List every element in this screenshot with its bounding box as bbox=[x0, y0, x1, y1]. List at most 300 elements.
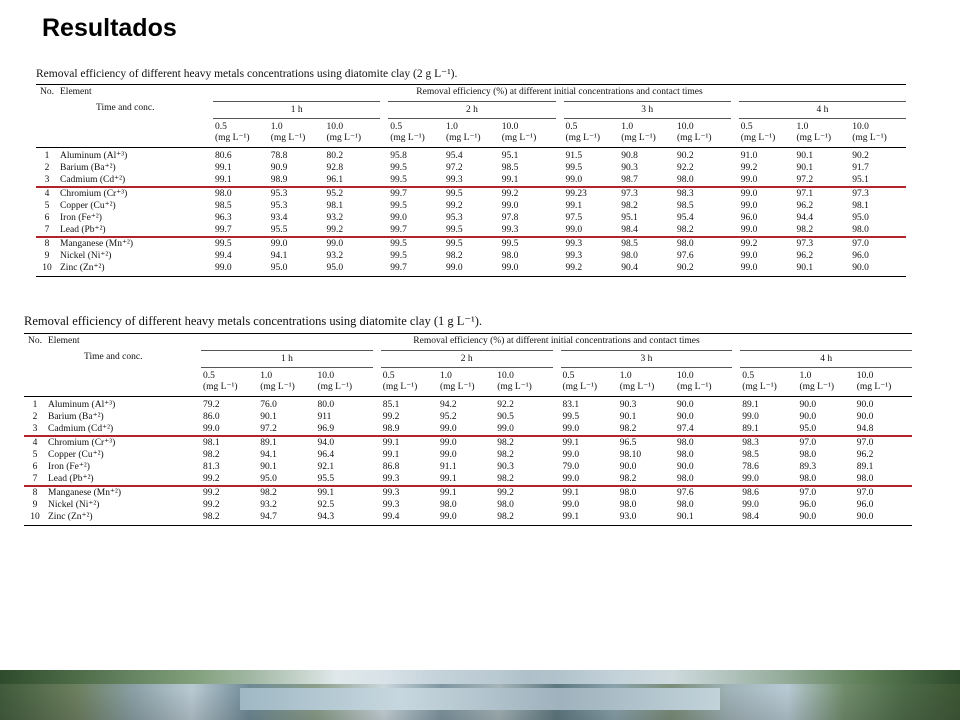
efficiency-value: 99.1 bbox=[561, 511, 618, 526]
efficiency-value: 98.2 bbox=[495, 473, 552, 486]
efficiency-value: 91.0 bbox=[739, 148, 795, 163]
efficiency-value: 99.5 bbox=[390, 251, 407, 261]
efficiency-value: 99.0 bbox=[326, 239, 344, 249]
efficiency-value: 97.0 bbox=[799, 488, 817, 498]
row-number: 1 bbox=[36, 148, 58, 163]
efficiency-value: 98.5 bbox=[677, 201, 694, 211]
efficiency-value: 99.1 bbox=[438, 473, 495, 486]
efficiency-value: 92.5 bbox=[317, 500, 335, 510]
conc-unit: (mg L⁻¹) bbox=[856, 382, 892, 392]
table-row bbox=[24, 449, 912, 461]
gap-cell bbox=[373, 368, 381, 397]
conc-value: 10.0 bbox=[677, 122, 694, 132]
efficiency-value: 97.6 bbox=[677, 488, 694, 498]
element-name: Lead (Pb⁺²) bbox=[58, 224, 213, 237]
efficiency-value: 79.2 bbox=[201, 397, 258, 412]
efficiency-value: 94.0 bbox=[317, 438, 335, 448]
conc-unit: (mg L⁻¹) bbox=[852, 133, 887, 143]
col-header-conc bbox=[500, 119, 556, 148]
gap-cell bbox=[731, 237, 739, 250]
gap-cell bbox=[556, 200, 564, 212]
efficiency-value: 95.1 bbox=[500, 148, 556, 163]
table-caption: Removal efficiency of different heavy metals concentrations using diatomite clay (1 g L⁻¹). bbox=[24, 314, 482, 328]
conc-unit: (mg L⁻¹) bbox=[742, 382, 777, 392]
efficiency-value: 99.1 bbox=[562, 438, 580, 448]
efficiency-value: 99.5 bbox=[390, 239, 407, 249]
efficiency-value: 80.0 bbox=[316, 397, 373, 412]
element-name: Barium (Ba⁺²) bbox=[48, 412, 104, 422]
efficiency-value: 99.5 bbox=[565, 163, 583, 173]
efficiency-value: 90.3 bbox=[618, 397, 675, 412]
efficiency-value: 98.7 bbox=[619, 174, 675, 187]
col-header-conc bbox=[740, 368, 797, 397]
gap-cell bbox=[731, 224, 739, 237]
efficiency-value: 91.7 bbox=[852, 163, 869, 173]
conc-unit: (mg L⁻¹) bbox=[621, 133, 656, 143]
conc-value: 1.0 bbox=[796, 122, 809, 132]
col-header-conc bbox=[316, 368, 373, 397]
gap-cell bbox=[731, 250, 739, 262]
row-number: 4 bbox=[32, 438, 38, 448]
row-number: 6 bbox=[32, 462, 38, 472]
conc-unit: (mg L⁻¹) bbox=[326, 133, 362, 143]
table-row bbox=[36, 174, 906, 187]
conc-value: 10.0 bbox=[497, 371, 514, 381]
col-header-time-conc: Time and conc. bbox=[96, 102, 155, 113]
efficiency-value: 99.0 bbox=[561, 423, 618, 436]
efficiency-value: 98.2 bbox=[675, 224, 731, 237]
efficiency-value: 97.5 bbox=[565, 213, 583, 223]
efficiency-value: 95.0 bbox=[269, 262, 325, 277]
efficiency-value: 89.3 bbox=[799, 462, 817, 472]
col-header-conc bbox=[850, 119, 906, 148]
gap-cell bbox=[731, 200, 739, 212]
col-header-time: 1 h bbox=[213, 102, 380, 119]
col-header-conc bbox=[325, 119, 381, 148]
gap-cell bbox=[553, 351, 561, 368]
gap-cell bbox=[553, 486, 561, 499]
efficiency-value: 96.0 bbox=[852, 251, 869, 261]
efficiency-value: 90.9 bbox=[270, 163, 288, 173]
header-row-concs bbox=[36, 119, 906, 148]
conc-value: 10.0 bbox=[317, 371, 335, 381]
conc-unit: (mg L⁻¹) bbox=[317, 382, 353, 392]
efficiency-value: 95.3 bbox=[270, 189, 288, 199]
efficiency-value: 76.0 bbox=[258, 397, 315, 412]
conc-value: 10.0 bbox=[677, 371, 694, 381]
efficiency-value: 99.0 bbox=[740, 251, 758, 261]
efficiency-value: 98.0 bbox=[850, 224, 906, 237]
col-header-conc bbox=[675, 119, 731, 148]
efficiency-value: 95.1 bbox=[621, 213, 638, 223]
efficiency-value: 97.6 bbox=[677, 251, 694, 261]
conc-value: 0.5 bbox=[390, 122, 403, 132]
table-row bbox=[24, 511, 912, 526]
efficiency-value: 95.5 bbox=[316, 473, 373, 486]
efficiency-value: 99.0 bbox=[739, 224, 795, 237]
efficiency-value: 94.2 bbox=[438, 397, 495, 412]
efficiency-value: 97.0 bbox=[799, 438, 817, 448]
efficiency-value: 90.1 bbox=[795, 262, 851, 277]
footer-photo-sky bbox=[0, 670, 960, 684]
efficiency-value: 95.8 bbox=[388, 148, 444, 163]
conc-value: 10.0 bbox=[326, 122, 344, 132]
col-header-conc bbox=[795, 119, 851, 148]
efficiency-value: 99.3 bbox=[382, 488, 400, 498]
table-row bbox=[24, 423, 912, 436]
efficiency-value: 98.0 bbox=[677, 450, 694, 460]
efficiency-value: 98.5 bbox=[501, 163, 519, 173]
slide-title: Resultados bbox=[42, 14, 177, 42]
col-header-time: 2 h bbox=[381, 351, 553, 368]
gap-cell bbox=[380, 148, 388, 163]
efficiency-value: 99.3 bbox=[444, 174, 500, 187]
table-row bbox=[24, 461, 912, 473]
efficiency-value: 97.2 bbox=[446, 163, 463, 173]
gap-cell bbox=[553, 436, 561, 449]
gap-cell bbox=[732, 486, 740, 499]
col-header-no: No. bbox=[36, 85, 58, 102]
efficiency-value: 90.5 bbox=[497, 412, 514, 422]
efficiency-value: 97.2 bbox=[258, 423, 315, 436]
header-row-concs bbox=[24, 368, 912, 397]
col-header-conc bbox=[438, 368, 495, 397]
efficiency-value: 99.2 bbox=[203, 488, 220, 498]
efficiency-value: 99.0 bbox=[562, 450, 580, 460]
efficiency-value: 90.3 bbox=[621, 163, 638, 173]
gap-cell bbox=[553, 368, 561, 397]
efficiency-value: 90.0 bbox=[799, 412, 817, 422]
efficiency-value: 89.1 bbox=[740, 423, 797, 436]
efficiency-value: 99.5 bbox=[388, 174, 444, 187]
col-header-conc bbox=[381, 368, 438, 397]
efficiency-value: 99.0 bbox=[740, 201, 758, 211]
col-header-conc bbox=[798, 368, 855, 397]
efficiency-value: 95.4 bbox=[677, 213, 694, 223]
efficiency-value: 91.5 bbox=[564, 148, 620, 163]
efficiency-value: 93.2 bbox=[326, 213, 344, 223]
conc-value: 0.5 bbox=[382, 371, 395, 381]
efficiency-value: 80.2 bbox=[325, 148, 381, 163]
gap-cell bbox=[732, 397, 740, 412]
efficiency-value: 99.0 bbox=[501, 201, 519, 211]
efficiency-value: 99.0 bbox=[500, 262, 556, 277]
col-header-conc bbox=[675, 368, 732, 397]
col-header-conc bbox=[269, 119, 325, 148]
gap-cell bbox=[380, 212, 388, 224]
conc-unit: (mg L⁻¹) bbox=[446, 133, 481, 143]
efficiency-value: 90.3 bbox=[497, 462, 514, 472]
efficiency-value: 99.2 bbox=[201, 473, 258, 486]
efficiency-value: 99.5 bbox=[390, 201, 407, 211]
efficiency-value: 99.0 bbox=[201, 423, 258, 436]
row-number: 2 bbox=[32, 412, 38, 422]
conc-value: 1.0 bbox=[619, 371, 632, 381]
row-number: 3 bbox=[24, 423, 46, 436]
row-number: 1 bbox=[24, 397, 46, 412]
efficiency-value: 99.1 bbox=[317, 488, 335, 498]
efficiency-value: 98.2 bbox=[446, 251, 463, 261]
gap-cell bbox=[556, 250, 564, 262]
efficiency-value: 98.0 bbox=[501, 251, 519, 261]
efficiency-value: 99.3 bbox=[382, 500, 400, 510]
col-header-time: 3 h bbox=[564, 102, 731, 119]
efficiency-value: 90.0 bbox=[798, 511, 855, 526]
col-header-conc bbox=[213, 119, 269, 148]
efficiency-value: 99.1 bbox=[565, 201, 583, 211]
gap-cell bbox=[731, 262, 739, 277]
col-header-removal-efficiency: Removal efficiency (%) at different initial concentrations and contact times bbox=[213, 85, 906, 102]
gap-cell bbox=[731, 148, 739, 163]
efficiency-value: 90.1 bbox=[619, 412, 637, 422]
efficiency-value: 95.5 bbox=[269, 224, 325, 237]
efficiency-value: 90.0 bbox=[798, 397, 855, 412]
header-row bbox=[24, 334, 912, 351]
gap-cell bbox=[556, 119, 564, 148]
table-row bbox=[24, 436, 912, 449]
element-name: Aluminum (Al⁺³) bbox=[58, 148, 213, 163]
efficiency-value: 98.4 bbox=[619, 224, 675, 237]
efficiency-value: 98.0 bbox=[677, 438, 694, 448]
spacer-cell bbox=[36, 102, 58, 119]
efficiency-value: 90.0 bbox=[855, 397, 912, 412]
efficiency-value: 98.2 bbox=[497, 450, 514, 460]
efficiency-value: 99.2 bbox=[325, 224, 381, 237]
efficiency-value: 98.0 bbox=[215, 189, 232, 199]
efficiency-value: 95.2 bbox=[440, 412, 457, 422]
conc-unit: (mg L⁻¹) bbox=[390, 133, 425, 143]
table-row bbox=[36, 224, 906, 237]
conc-value: 1.0 bbox=[446, 122, 458, 132]
gap-cell bbox=[732, 473, 740, 486]
efficiency-value: 90.2 bbox=[850, 148, 906, 163]
efficiency-value: 90.0 bbox=[850, 262, 906, 277]
row-number: 3 bbox=[36, 174, 58, 187]
efficiency-value: 96.1 bbox=[325, 174, 381, 187]
efficiency-value: 98.2 bbox=[495, 511, 552, 526]
gap-cell bbox=[373, 461, 381, 473]
gap-cell bbox=[731, 187, 739, 200]
efficiency-value: 89.1 bbox=[740, 397, 797, 412]
header-row-times bbox=[24, 351, 912, 368]
gap-cell bbox=[373, 436, 381, 449]
table-row bbox=[36, 212, 906, 224]
row-number: 7 bbox=[24, 473, 46, 486]
conc-value: 1.0 bbox=[621, 122, 634, 132]
efficiency-value: 90.1 bbox=[795, 148, 851, 163]
element-name: Cadmium (Cd⁺²) bbox=[46, 423, 201, 436]
efficiency-value: 99.0 bbox=[739, 174, 795, 187]
efficiency-value: 93.0 bbox=[618, 511, 675, 526]
efficiency-value: 96.4 bbox=[317, 450, 335, 460]
conc-value: 0.5 bbox=[740, 122, 753, 132]
efficiency-value: 96.2 bbox=[796, 201, 814, 211]
efficiency-value: 98.5 bbox=[742, 450, 759, 460]
gap-cell bbox=[380, 174, 388, 187]
efficiency-value: 81.3 bbox=[203, 462, 220, 472]
element-name: Barium (Ba⁺²) bbox=[60, 163, 116, 173]
efficiency-value: 99.23 bbox=[565, 189, 587, 199]
gap-cell bbox=[731, 119, 739, 148]
efficiency-value: 86.8 bbox=[382, 462, 400, 472]
efficiency-value: 92.2 bbox=[495, 397, 552, 412]
efficiency-value: 98.2 bbox=[203, 450, 220, 460]
efficiency-value: 93.4 bbox=[270, 213, 288, 223]
efficiency-value: 79.0 bbox=[562, 462, 580, 472]
gap-cell bbox=[373, 397, 381, 412]
col-header-time: 4 h bbox=[739, 102, 906, 119]
efficiency-value: 98.4 bbox=[740, 511, 797, 526]
efficiency-value: 86.0 bbox=[203, 412, 220, 422]
gap-cell bbox=[373, 411, 381, 423]
col-header-time: 3 h bbox=[561, 351, 733, 368]
efficiency-value: 99.1 bbox=[562, 488, 580, 498]
conc-unit: (mg L⁻¹) bbox=[799, 382, 835, 392]
efficiency-value: 94.3 bbox=[316, 511, 373, 526]
efficiency-value: 98.10 bbox=[619, 450, 642, 460]
gap-cell bbox=[731, 174, 739, 187]
spacer-cell bbox=[24, 368, 46, 397]
efficiency-value: 83.1 bbox=[561, 397, 618, 412]
element-name: Zinc (Zn⁺²) bbox=[46, 511, 201, 526]
gap-cell bbox=[553, 499, 561, 511]
efficiency-value: 98.0 bbox=[619, 500, 637, 510]
efficiency-value: 96.0 bbox=[740, 213, 758, 223]
col-header-element: Element bbox=[58, 85, 213, 102]
efficiency-value: 93.2 bbox=[326, 251, 344, 261]
efficiency-value: 99.0 bbox=[564, 174, 620, 187]
gap-cell bbox=[553, 449, 561, 461]
conc-unit: (mg L⁻¹) bbox=[677, 382, 712, 392]
table-row bbox=[24, 486, 912, 499]
efficiency-value: 99.7 bbox=[390, 189, 407, 199]
col-header-removal-efficiency: Removal efficiency (%) at different initial concentrations and contact times bbox=[201, 334, 912, 351]
conc-value: 0.5 bbox=[562, 371, 575, 381]
gap-cell bbox=[556, 237, 564, 250]
col-header-conc bbox=[495, 368, 552, 397]
efficiency-value: 89.1 bbox=[260, 438, 277, 448]
efficiency-value: 99.2 bbox=[446, 201, 463, 211]
efficiency-value: 911 bbox=[317, 412, 332, 422]
spacer-cell bbox=[36, 119, 58, 148]
gap-cell bbox=[731, 162, 739, 174]
efficiency-value: 99.1 bbox=[215, 163, 232, 173]
efficiency-value: 94.1 bbox=[270, 251, 288, 261]
conc-value: 1.0 bbox=[799, 371, 812, 381]
efficiency-value: 94.7 bbox=[258, 511, 315, 526]
element-name: Aluminum (Al⁺³) bbox=[46, 397, 201, 412]
gap-cell bbox=[556, 162, 564, 174]
element-name: Copper (Cu⁺²) bbox=[60, 201, 116, 211]
gap-cell bbox=[380, 200, 388, 212]
efficiency-value: 95.3 bbox=[270, 201, 288, 211]
conc-unit: (mg L⁻¹) bbox=[796, 133, 832, 143]
efficiency-value: 99.0 bbox=[438, 423, 495, 436]
gap-cell bbox=[380, 224, 388, 237]
efficiency-value: 98.2 bbox=[260, 488, 277, 498]
efficiency-value: 99.5 bbox=[444, 224, 500, 237]
efficiency-value: 94.4 bbox=[796, 213, 814, 223]
efficiency-value: 98.2 bbox=[201, 511, 258, 526]
efficiency-value: 78.6 bbox=[742, 462, 759, 472]
efficiency-value: 90.4 bbox=[619, 262, 675, 277]
conc-value: 1.0 bbox=[270, 122, 283, 132]
efficiency-value: 99.0 bbox=[270, 239, 288, 249]
efficiency-value: 99.2 bbox=[564, 262, 620, 277]
efficiency-value: 97.0 bbox=[852, 239, 869, 249]
efficiency-value: 96.3 bbox=[215, 213, 232, 223]
efficiency-value: 94.8 bbox=[855, 423, 912, 436]
conc-value: 0.5 bbox=[742, 371, 755, 381]
gap-cell bbox=[373, 499, 381, 511]
efficiency-value: 92.1 bbox=[317, 462, 335, 472]
conc-unit: (mg L⁻¹) bbox=[270, 133, 306, 143]
efficiency-value: 98.2 bbox=[618, 473, 675, 486]
efficiency-value: 80.6 bbox=[213, 148, 269, 163]
gap-cell bbox=[556, 174, 564, 187]
results-table-1gL bbox=[24, 313, 912, 526]
efficiency-value: 96.2 bbox=[856, 450, 874, 460]
efficiency-value: 99.5 bbox=[446, 239, 463, 249]
element-name: Nickel (Ni⁺²) bbox=[60, 251, 112, 261]
efficiency-value: 93.2 bbox=[260, 500, 277, 510]
efficiency-value: 99.3 bbox=[565, 251, 583, 261]
efficiency-value: 99.0 bbox=[564, 224, 620, 237]
efficiency-value: 96.5 bbox=[619, 438, 637, 448]
gap-cell bbox=[380, 262, 388, 277]
row-number: 8 bbox=[32, 488, 38, 498]
efficiency-value: 90.0 bbox=[677, 412, 694, 422]
conc-value: 0.5 bbox=[215, 122, 227, 132]
col-header-element: Element bbox=[46, 334, 201, 351]
efficiency-value: 97.0 bbox=[856, 438, 874, 448]
efficiency-value: 99.4 bbox=[381, 511, 438, 526]
gap-cell bbox=[373, 486, 381, 499]
gap-cell bbox=[380, 237, 388, 250]
table-row bbox=[36, 187, 906, 200]
efficiency-value: 97.2 bbox=[795, 174, 851, 187]
conc-unit: (mg L⁻¹) bbox=[619, 382, 655, 392]
efficiency-value: 99.3 bbox=[565, 239, 583, 249]
gap-cell bbox=[553, 397, 561, 412]
efficiency-value: 98.3 bbox=[742, 438, 759, 448]
efficiency-value: 90.8 bbox=[619, 148, 675, 163]
efficiency-value: 99.2 bbox=[501, 189, 519, 199]
row-number: 4 bbox=[44, 189, 50, 199]
efficiency-value: 99.1 bbox=[382, 450, 400, 460]
conc-unit: (mg L⁻¹) bbox=[260, 382, 295, 392]
efficiency-value: 99.0 bbox=[739, 262, 795, 277]
efficiency-value: 99.1 bbox=[500, 174, 556, 187]
row-number: 10 bbox=[36, 262, 58, 277]
efficiency-value: 95.0 bbox=[258, 473, 315, 486]
efficiency-value: 90.1 bbox=[675, 511, 732, 526]
conc-value: 10.0 bbox=[856, 371, 874, 381]
efficiency-value: 99.7 bbox=[213, 224, 269, 237]
results-table bbox=[36, 84, 906, 277]
spacer-cell bbox=[46, 368, 201, 397]
efficiency-value: 97.0 bbox=[856, 488, 874, 498]
col-header-conc bbox=[258, 368, 315, 397]
conc-unit: (mg L⁻¹) bbox=[565, 133, 601, 143]
efficiency-value: 99.1 bbox=[382, 438, 400, 448]
efficiency-value: 98.2 bbox=[497, 438, 514, 448]
footer-photo-canal bbox=[240, 688, 720, 710]
efficiency-value: 98.0 bbox=[855, 473, 912, 486]
gap-cell bbox=[373, 351, 381, 368]
efficiency-value: 96.0 bbox=[856, 500, 874, 510]
gap-cell bbox=[380, 102, 388, 119]
